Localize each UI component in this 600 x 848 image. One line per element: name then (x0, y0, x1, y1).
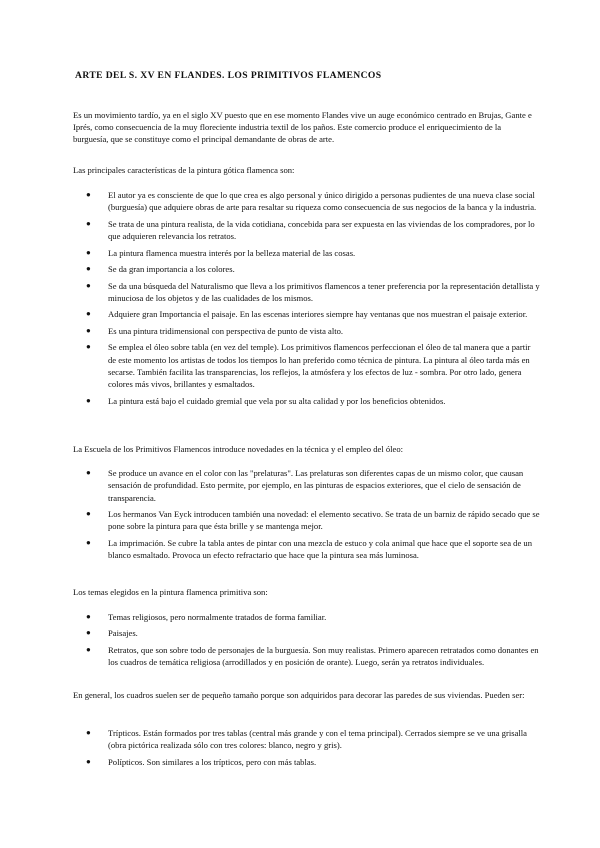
bullet-icon: ● (86, 468, 91, 477)
list-item-text: Paisajes. (108, 628, 138, 639)
bullet-icon: ● (86, 509, 91, 519)
list-item (86, 308, 540, 320)
innovations-list (86, 467, 540, 566)
list-item (86, 508, 540, 533)
bullet-icon: ● (86, 309, 91, 319)
list-item (86, 756, 540, 768)
list-item (86, 189, 540, 214)
list-item-text: La imprimación. Se cubre la tabla antes de pintar con una mezcla de estuco y cola animal que hace que el soporte sea de un blanco esmaltado. Provoca un efecto refractario que hace que la pintura sea más luminosa. (108, 537, 533, 561)
list-item-text: Se da gran importancia a los colores. (108, 264, 235, 275)
bullet-icon: ● (86, 395, 91, 405)
characteristics-lead: Las principales características de la pintura gótica flamenca son: (73, 165, 295, 175)
bullet-icon: ● (86, 280, 91, 290)
list-item (86, 325, 540, 337)
list-item-text: Se emplea el óleo sobre tabla (en vez del temple). Los primitivos flamencos perfeccionan el óleo de tal manera que a partir de este momento los artistas de todos los tiempos lo han preferido como técnica de pintura. La pintura al óleo tarda más en secarse. También facilita las transparencias, los reflejos, la atmósfera y los efectos de luz - sombra. Por otro lado, genera colores más vivos, brillantes y esmaltados. (108, 342, 531, 390)
list-item-text: Retratos, que son sobre todo de personajes de la burguesía. Son muy realistas. Primero aparecen retratados como donantes en los cuadros de temática religiosa (arrodillados y en posición de orante). Luego, serán ya retratos individuales. (108, 644, 539, 668)
list-item-text: Los hermanos Van Eyck introducen también una novedad: el elemento secativo. Se trata de un barniz de rápido secado que se pone sobre la pintura para que ésta brille y se mantenga mejor. (108, 509, 540, 532)
list-item (86, 727, 540, 752)
school-lead: La Escuela de los Primitivos Flamencos introduce novedades en la técnica y el empleo del óleo: (73, 444, 404, 454)
bullet-icon: ● (86, 644, 91, 654)
list-item-text: Trípticos. Están formados por tres tablas (central más grande y con el tema principal). Cerrados siempre se ve una grisalla (obra pictórica realizada sólo con tres colores: blanco, negro y gris). (108, 728, 527, 751)
list-item (86, 263, 540, 275)
themes-list (86, 611, 540, 673)
bullet-icon: ● (86, 628, 91, 638)
intro-paragraph: Es un movimiento tardío, ya en el siglo XV puesto que en ese momento Flandes vive un auge económico centrado en Brujas, Gante e Iprés, como consecuencia de la muy floreciente industria textil de los paños. Este comercio produce el enriquecimiento de la burguesía, que se constituye como el principal demandante de obras de arte. (73, 110, 532, 145)
list-item (86, 341, 540, 390)
bullet-icon: ● (86, 247, 91, 257)
bullet-icon: ● (86, 325, 91, 335)
list-item-text: Adquiere gran Importancia el paisaje. En las escenas interiores siempre hay ventanas que nos muestran el paisaje exterior. (108, 309, 528, 320)
list-item-text: Se da una búsqueda del Naturalismo que lleva a los primitivos flamencos a tener preferencia por la representación detallista y minuciosa de los objetos y de las cualidades de los mismos. (108, 280, 540, 303)
list-item-text: Se trata de una pintura realista, de la vida cotidiana, concebida para ser expuesta en las viviendas de los compradores, por lo que adquieren relevancia los retratos. (108, 218, 535, 242)
list-item-text: La pintura está bajo el cuidado gremial que vela por su alta calidad y por los beneficios obtenidos. (108, 395, 446, 406)
list-item (86, 537, 540, 562)
list-item (86, 218, 540, 243)
list-item (86, 280, 540, 305)
list-item (86, 627, 540, 639)
bullet-icon: ● (86, 218, 91, 228)
themes-lead: Los temas elegidos en la pintura flamenca primitiva son: (73, 587, 268, 597)
bullet-icon: ● (86, 537, 91, 547)
bullet-icon: ● (86, 728, 91, 737)
bullet-icon: ● (86, 342, 91, 352)
document-title: ARTE DEL S. XV EN FLANDES. LOS PRIMITIVOS FLAMENCOS (75, 70, 382, 81)
list-item (86, 395, 540, 407)
formats-list (86, 727, 540, 772)
list-item (86, 611, 540, 623)
list-item-text: La pintura flamenca muestra interés por la belleza material de las cosas. (108, 247, 356, 258)
list-item-text: Polípticos. Son similares a los trípticos, pero con más tablas. (108, 756, 317, 767)
bullet-icon: ● (86, 264, 91, 274)
list-item (86, 644, 540, 669)
list-item-text: Se produce un avance en el color con las "prelaturas". Las prelaturas son diferentes capas de un mismo color, que causan sensación de profundidad. Esto permite, por ejemplo, en las pinturas de espacios exteriores, que el cielo de sensación de transparencia. (108, 468, 524, 503)
list-item-text: El autor ya es consciente de que lo que crea es algo personal y único dirigido a personas pudientes de una nueva clase social (burguesía) que adquiere obras de arte para resaltar su riqueza como consecuencia de sus negocios de la banca y la industria. (108, 190, 537, 213)
list-item-text: Temas religiosos, pero normalmente tratados de forma familiar. (108, 612, 327, 622)
list-item-text: Es una pintura tridimensional con perspectiva de punto de vista alto. (108, 325, 344, 336)
bullet-icon: ● (86, 612, 91, 621)
list-item (86, 467, 540, 504)
characteristics-list (86, 189, 540, 411)
list-item (86, 247, 540, 259)
formats-lead: En general, los cuadros suelen ser de pequeño tamaño porque son adquiridos para decorar las paredes de sus viviendas. Pueden ser: (73, 690, 525, 700)
bullet-icon: ● (86, 190, 91, 199)
bullet-icon: ● (86, 756, 91, 766)
